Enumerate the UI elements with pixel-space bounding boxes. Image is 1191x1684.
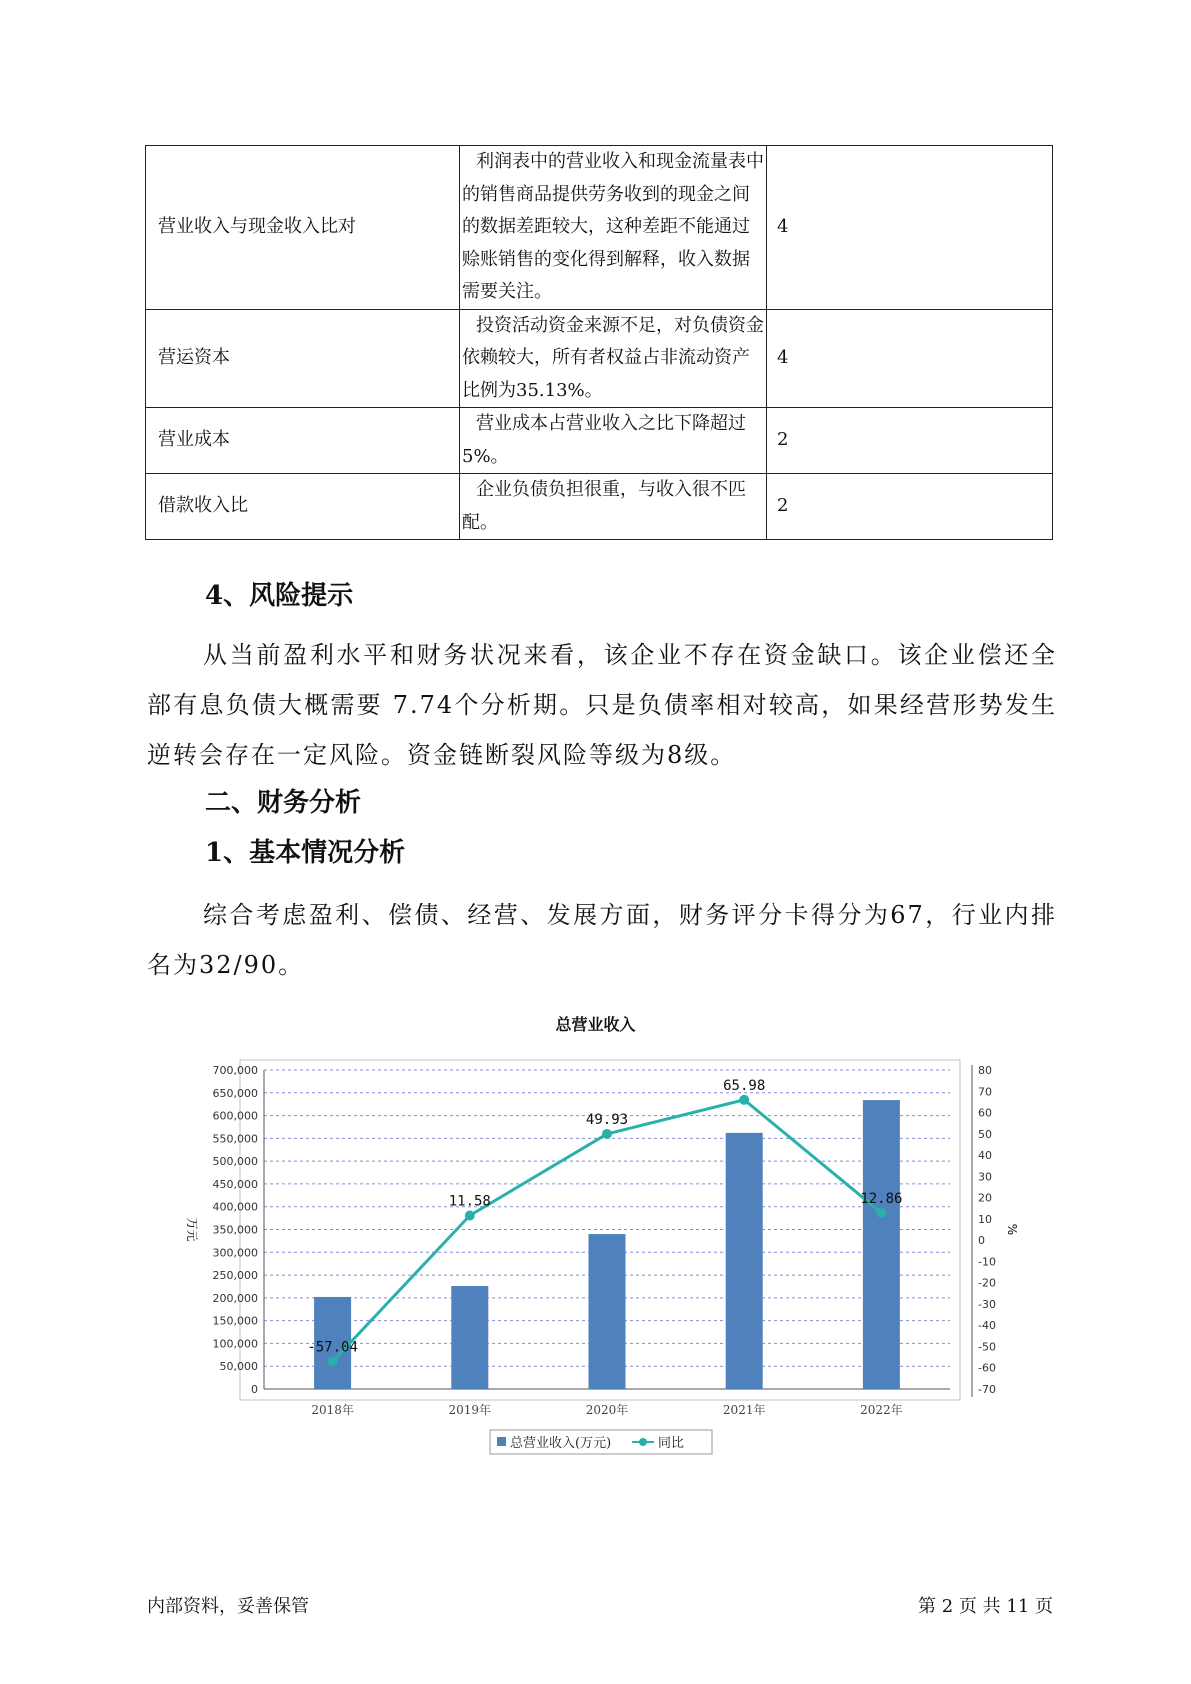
table-cell-item: 营业成本: [146, 408, 460, 474]
x-tick-label: 2022年: [860, 1403, 903, 1417]
legend-swatch-point: [639, 1438, 647, 1446]
section-heading-financial-analysis: 二、财务分析: [205, 788, 362, 818]
yoy-point-1: [465, 1211, 475, 1221]
yoy-data-label: -57.04: [307, 1339, 358, 1356]
table-row: [146, 474, 1053, 540]
y2-tick-label: -30: [978, 1297, 996, 1311]
x-tick-label: 2019年: [448, 1403, 492, 1417]
section-heading-risk: 4、风险提示: [205, 581, 354, 611]
yoy-data-label: 12.86: [860, 1190, 903, 1207]
y-tick-label: 0: [251, 1383, 258, 1396]
section-heading-basic-analysis: 1、基本情况分析: [205, 838, 406, 868]
y-tick-label: 350,000: [212, 1223, 258, 1237]
yoy-point-0: [328, 1356, 338, 1366]
yoy-point-2: [602, 1129, 612, 1139]
legend-swatch-bar: [497, 1437, 506, 1446]
y-tick-label: 600,000: [212, 1109, 258, 1123]
x-tick-label: 2020年: [585, 1403, 629, 1417]
y-tick-label: 400,000: [212, 1200, 258, 1214]
basic-analysis-paragraph: 综合考虑盈利、偿债、经营、发展方面，财务评分卡得分为67，行业内排名为32/90。: [147, 901, 1057, 979]
table-cell-item: 营业收入与现金收入比对: [146, 146, 460, 310]
y2-axis-label: %: [1005, 1223, 1019, 1236]
y-tick-label: 100,000: [212, 1337, 258, 1351]
risk-paragraph: 从当前盈利水平和财务状况来看，该企业不存在资金缺口。该企业偿还全部有息负债大概需要 7.74个分析期。只是负债率相对较高，如果经营形势发生逆转会存在一定风险。资金链断裂风险等级为8级。: [147, 641, 1057, 769]
footer-page-number: 第 2 页 共 11 页: [918, 1596, 1053, 1617]
yoy-point-4: [876, 1208, 886, 1218]
bar-1: [451, 1286, 488, 1389]
table-cell-score: 4: [767, 146, 1053, 310]
revenue-chart: [170, 1040, 1030, 1460]
y2-tick-label: 60: [978, 1106, 992, 1120]
table-cell-score: 4: [767, 309, 1053, 408]
yoy-data-label: 49.93: [585, 1111, 629, 1128]
y2-tick-label: -10: [978, 1255, 996, 1269]
bar-4: [863, 1100, 900, 1389]
y-tick-label: 500,000: [212, 1155, 258, 1169]
table-cell-desc: 企业负债负担很重，与收入很不匹配。: [460, 474, 767, 540]
y-tick-label: 250,000: [212, 1269, 258, 1283]
y2-tick-label: 70: [978, 1085, 992, 1099]
y-tick-label: 650,000: [212, 1086, 258, 1100]
legend-label-revenue: 总营业收入(万元): [510, 1436, 612, 1451]
y2-tick-label: -20: [978, 1276, 996, 1290]
y2-tick-label: 0: [978, 1234, 985, 1248]
table-cell-score: 2: [767, 408, 1053, 474]
table-row: [146, 408, 1053, 474]
table-cell-desc: 营业成本占营业收入之比下降超过5%。: [460, 408, 767, 474]
y2-tick-label: -50: [978, 1340, 996, 1354]
y2-tick-label: 20: [978, 1191, 992, 1205]
y2-tick-label: -70: [978, 1383, 996, 1396]
bar-3: [726, 1133, 763, 1389]
y-tick-label: 200,000: [212, 1291, 258, 1305]
y-tick-label: 150,000: [212, 1314, 258, 1328]
y2-tick-label: 40: [978, 1149, 992, 1163]
table-row: [146, 309, 1053, 408]
y2-tick-label: 80: [978, 1064, 992, 1077]
y2-tick-label: 50: [978, 1127, 992, 1141]
risk-table: [145, 145, 1053, 540]
bar-2: [589, 1234, 626, 1389]
yoy-data-label: 65.98: [723, 1077, 766, 1094]
x-tick-label: 2018年: [311, 1403, 354, 1417]
table-cell-desc: 利润表中的营业收入和现金流量表中的销售商品提供劳务收到的现金之间的数据差距较大，这种差距不能通过赊账销售的变化得到解释，收入数据需要关注。: [460, 146, 767, 310]
yoy-data-label: 11.58: [448, 1193, 491, 1210]
chart-title: 总营业收入: [555, 1015, 636, 1034]
table-cell-score: 2: [767, 474, 1053, 540]
y2-tick-label: -40: [978, 1319, 996, 1333]
x-tick-label: 2021年: [722, 1403, 766, 1417]
y-tick-label: 550,000: [212, 1132, 258, 1146]
table-cell-item: 营运资本: [146, 309, 460, 408]
y2-tick-label: 10: [978, 1212, 992, 1226]
y-tick-label: 300,000: [212, 1246, 258, 1260]
table-row: [146, 146, 1053, 310]
y-axis-label: 万元: [185, 1217, 199, 1242]
y2-tick-label: 30: [978, 1170, 992, 1184]
legend-label-yoy: 同比: [658, 1436, 685, 1451]
yoy-point-3: [739, 1095, 749, 1105]
y2-tick-label: -60: [978, 1361, 996, 1375]
footer-confidential: 内部资料，妥善保管: [147, 1596, 309, 1617]
table-cell-item: 借款收入比: [146, 474, 460, 540]
table-cell-desc: 投资活动资金来源不足，对负债资金依赖较大，所有者权益占非流动资产比例为35.13%。: [460, 309, 767, 408]
y-tick-label: 450,000: [212, 1177, 258, 1191]
y-tick-label: 50,000: [219, 1360, 258, 1374]
y-tick-label: 700,000: [212, 1064, 258, 1077]
